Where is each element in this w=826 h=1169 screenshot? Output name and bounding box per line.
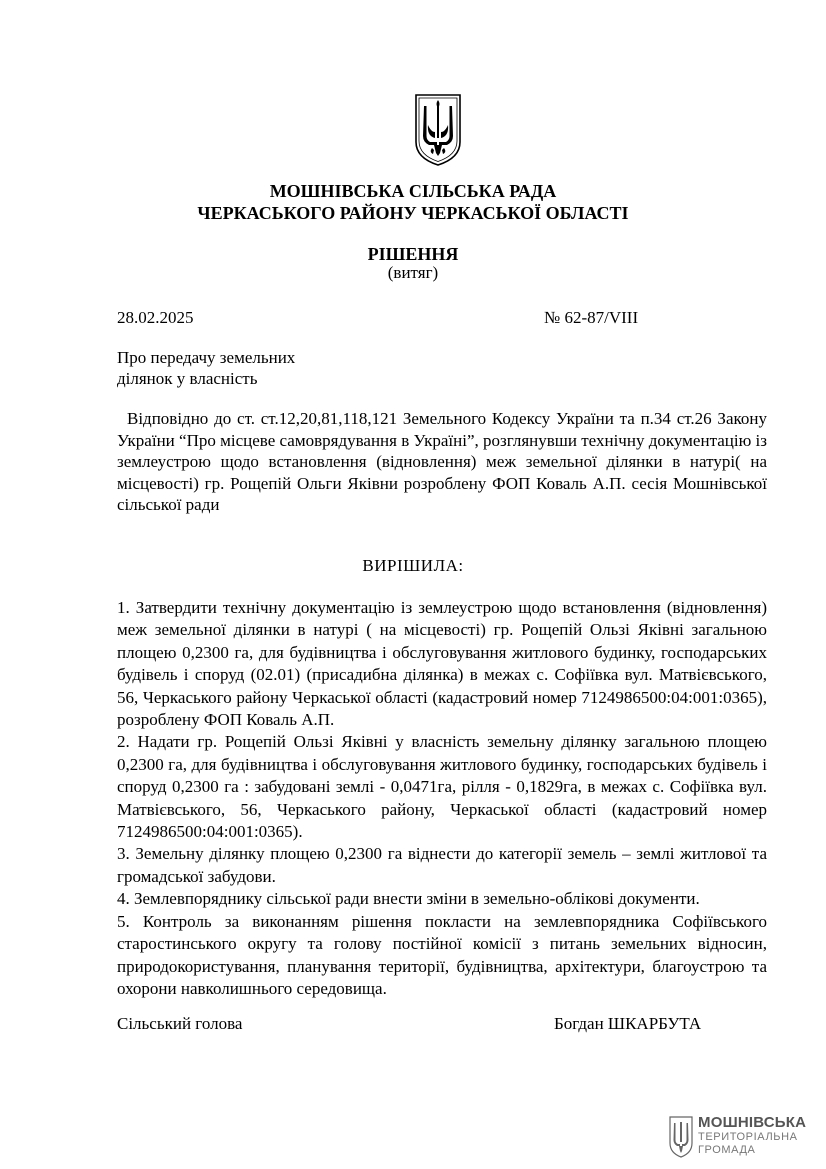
council-name: МОШНІВСЬКА СІЛЬСЬКА РАДА bbox=[269, 181, 557, 201]
decision-point: 5. Контроль за виконанням рішення покласти на землевпорядника Софіївського старостинського округу та голову постійної комісії з питань земельних відносин, природокористування, планування території, будівництва, архітектури, благоустрою та охорони навколишнього середовища. bbox=[117, 911, 767, 998]
tryzub-icon bbox=[413, 92, 463, 168]
logo-line: МОШНІВСЬКА bbox=[698, 1114, 807, 1131]
subject-line: Про передачу земельних bbox=[117, 348, 296, 367]
document-type: РІШЕННЯ bbox=[367, 244, 459, 264]
decision-point: 1. Затвердити технічну документацію із землеустрою щодо встановлення (відновлення) меж земельної ділянки в натурі ( на місцевості) гр. Рощепій Ользі Яківні загальною площею 0,2300 га, для будівництва і обслуговування житлового будинку, господарських будівель і споруд (02.01) (присадибна ділянка) в межах с. Софіївка вул. Матвієвського, 56, Черкаського району Черкаської області (кадастровий номер 7124986500:04:001:0365), розроблену ФОП Коваль А.П. bbox=[117, 598, 767, 730]
community-logo bbox=[668, 1115, 808, 1161]
tryzub-logo-icon bbox=[668, 1115, 694, 1159]
resolved-heading: ВИРІШИЛА: bbox=[362, 556, 464, 575]
decision-point: 3. Земельну ділянку площею 0,2300 га віднести до категорії земель – землі житлової та громадської забудови. bbox=[117, 844, 767, 886]
signatory-name: Богдан ШКАРБУТА bbox=[554, 1014, 702, 1033]
preamble-paragraph: Відповідно до ст. ст.12,20,81,118,121 Земельного Кодексу України та п.34 ст.26 Закону України “Про місцеве самоврядування в Україні”, розглянувши технічну документацію із землеустрою щодо встановлення (відновлення) меж земельної ділянки в натурі( на місцевості) гр. Рощепій Ольги Яківни розроблену ФОП Коваль А.П. сесія Мошнівської сільської ради bbox=[117, 409, 767, 515]
logo-line: ТЕРИТОРІАЛЬНА bbox=[698, 1131, 798, 1143]
decision-point: 4. Землевпоряднику сільської ради внести зміни в земельно-облікові документи. bbox=[117, 889, 700, 909]
signatory-title: Сільський голова bbox=[117, 1014, 243, 1033]
decision-points bbox=[117, 597, 767, 1000]
decision-point: 2. Надати гр. Рощепій Ользі Яківні у власність земельну ділянку загальною площею 0,2300 га, для будівництва і обслуговування житлового будинку, господарських будівель і споруд 0,2300 га : забудовані землі - 0,0471га, рілля - 0,1829га, в межах с. Софіївка вул. Матвієвського, 56, Черкаського району, Черкаської області (кадастровий номер 7124986500:04:001:0365). bbox=[117, 732, 767, 842]
decision-subject bbox=[117, 347, 417, 389]
decision-number: № 62-87/VIII bbox=[544, 308, 639, 327]
document-subtype: (витяг) bbox=[387, 263, 439, 282]
decision-date: 28.02.2025 bbox=[117, 308, 194, 327]
council-region: ЧЕРКАСЬКОГО РАЙОНУ ЧЕРКАСЬКОЇ ОБЛАСТІ bbox=[197, 203, 629, 223]
subject-line: ділянок у власність bbox=[117, 369, 258, 388]
logo-line: ГРОМАДА bbox=[698, 1144, 756, 1156]
